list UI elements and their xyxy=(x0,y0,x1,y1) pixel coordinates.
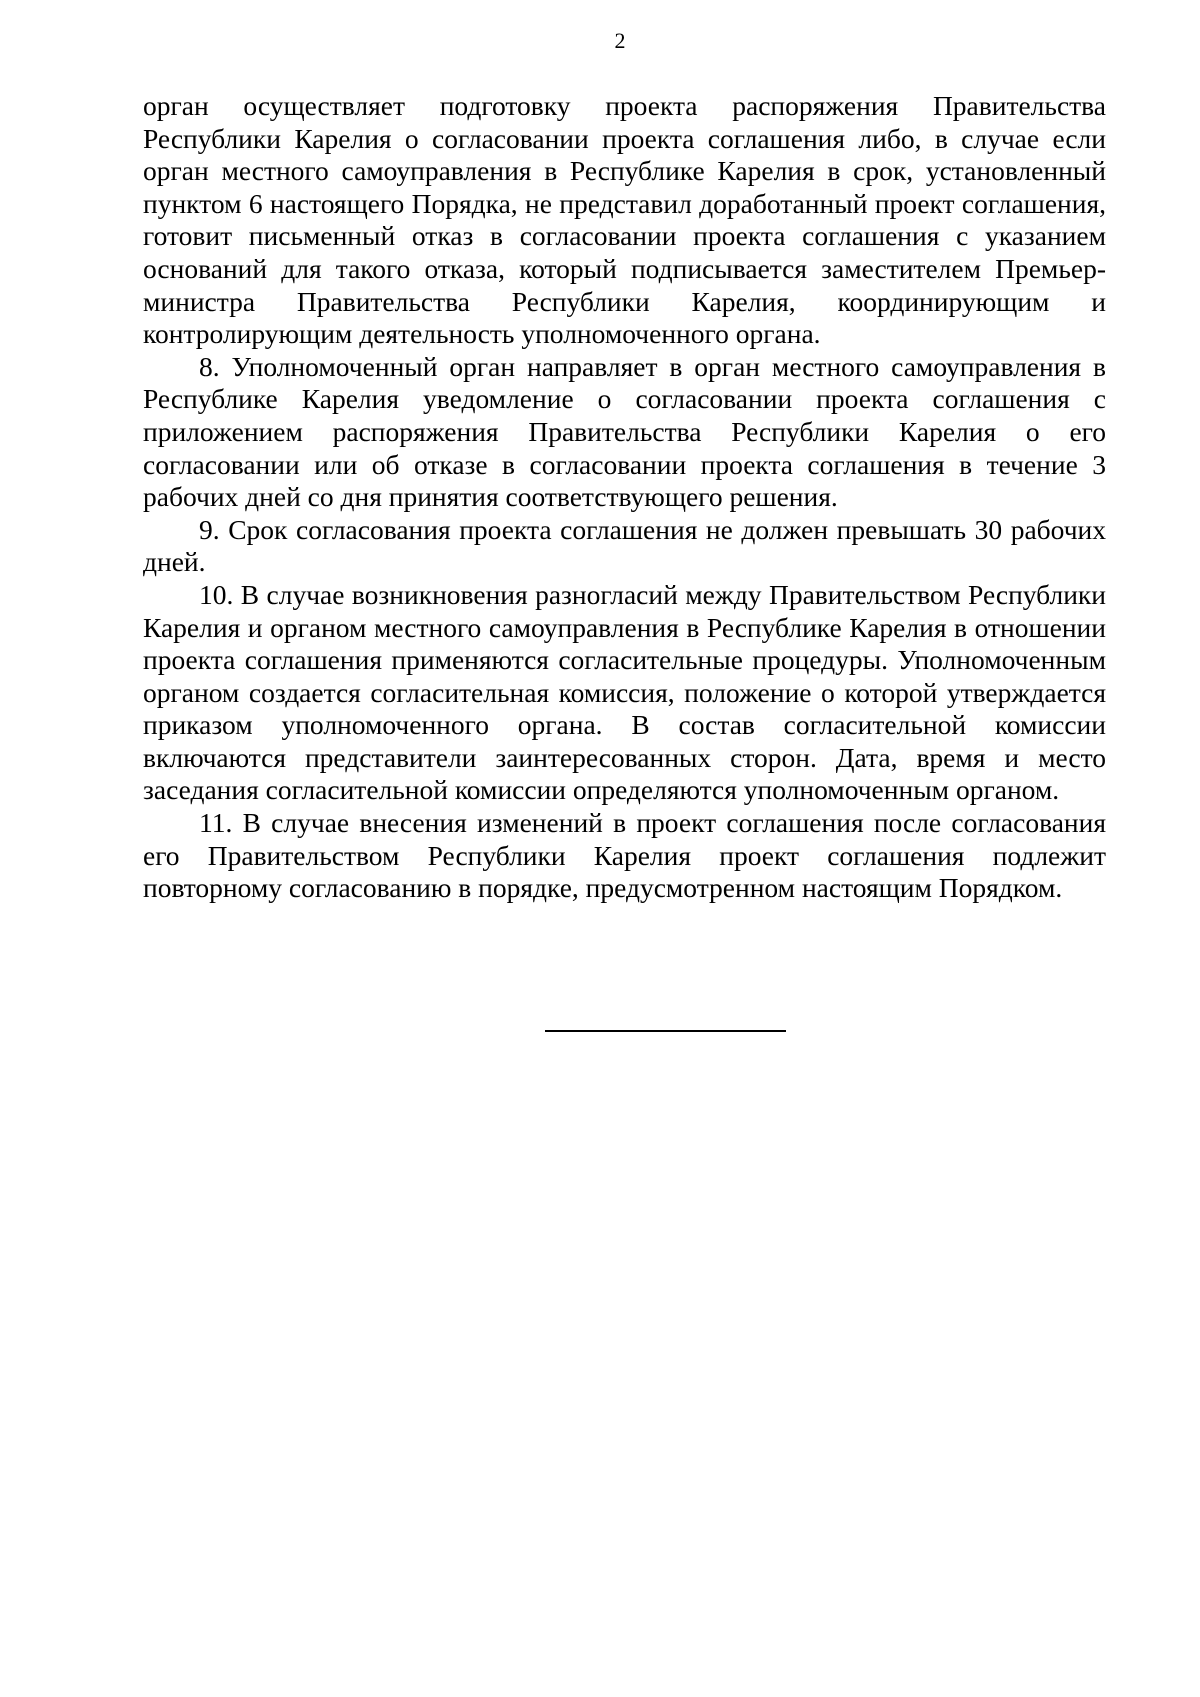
end-of-document-rule xyxy=(545,1030,786,1032)
paragraph-item-8: 8. Уполномоченный орган направляет в орган местного самоуправления в Республике Карелия уведомление о согласовании проекта соглашения с приложением распоряжения Правительства Республики Карелия о его согласовании или об отказе в согласовании проекта соглашения в течение 3 рабочих дней со дня принятия соответствующего решения. xyxy=(143,350,1106,513)
paragraph-continuation: орган осуществляет подготовку проекта распоряжения Правительства Республики Карелия о согласовании проекта соглашения либо, в случае если орган местного самоуправления в Республике Карелия в срок, установленный пунктом 6 настоящего Порядка, не представил доработанный проект соглашения, готовит письменный отказ в согласовании проекта соглашения с указанием оснований для такого отказа, который подписывается заместителем Премьер-министра Правительства Республики Карелия, координирующим и контролирующим деятельность уполномоченного органа. xyxy=(143,90,1106,350)
paragraph-item-9: 9. Срок согласования проекта соглашения не должен превышать 30 рабочих дней. xyxy=(143,513,1106,578)
document-body xyxy=(143,90,1106,905)
page-number: 2 xyxy=(614,28,626,53)
paragraph-item-11: 11. В случае внесения изменений в проект соглашения после согласования его Правительством Республики Карелия проект соглашения подлежит повторному согласованию в порядке, предусмотренном настоящим Порядком. xyxy=(143,807,1106,904)
paragraph-item-10: 10. В случае возникновения разногласий между Правительством Республики Карелия и органом местного самоуправления в Республике Карелия в отношении проекта соглашения применяются согласительные процедуры. Уполномоченным органом создается согласительная комиссия, положение о которой утверждается приказом уполномоченного органа. В состав согласительной комиссии включаются представители заинтересованных сторон. Дата, время и место заседания согласительной комиссии определяются уполномоченным органом. xyxy=(143,578,1106,806)
